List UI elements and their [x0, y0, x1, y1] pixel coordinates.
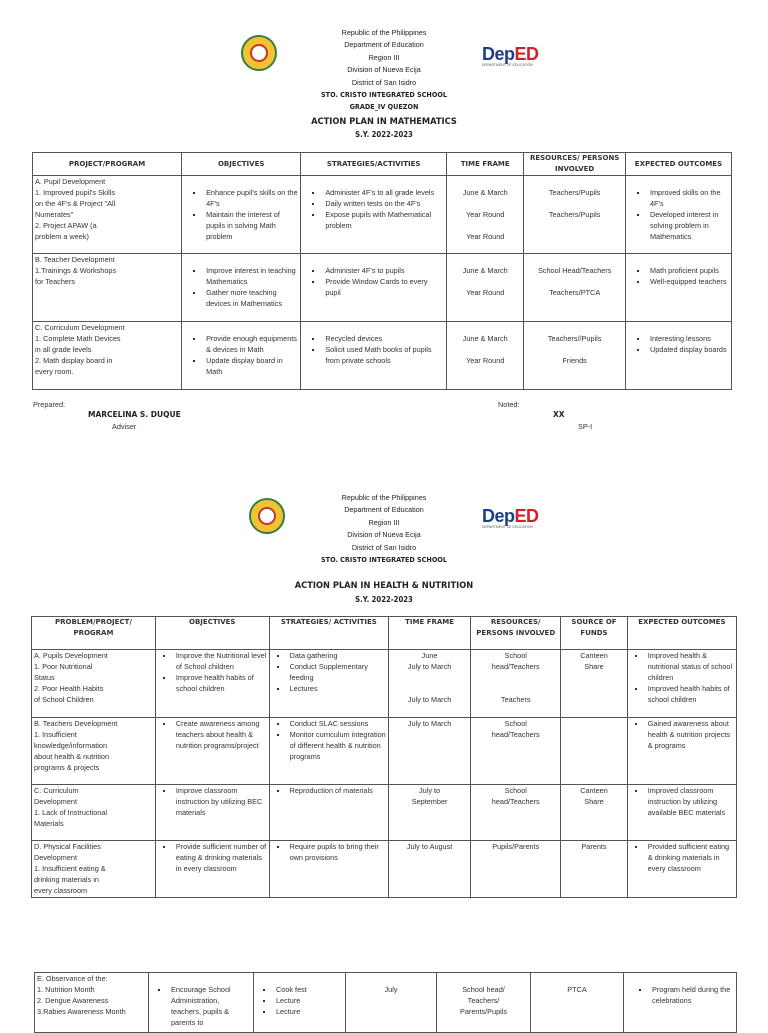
col-header: OBJECTIVES	[155, 617, 269, 650]
country-text: Republic of the Philippines	[341, 28, 427, 37]
col-header: SOURCE OF FUNDS	[561, 617, 627, 650]
prepared-name: MARCELINA S. DUQUE	[88, 410, 181, 419]
col-header: EXPECTED OUTCOMES	[627, 617, 736, 650]
program-cell: B. Teacher Development 1.Trainings & Workshops for Teachers	[33, 254, 182, 322]
col-header: STRATEGIES/ACTIVITIES	[301, 153, 447, 176]
objectives-cell	[182, 176, 301, 254]
list-item: ▪ Improve classroom instruction by utilizing BEC materials	[174, 785, 267, 818]
resources-cell: School Head/Teachers Teachers/PTCA	[524, 254, 626, 322]
objectives-cell	[155, 841, 269, 898]
division-text: Division of Nueva Ecija	[347, 65, 421, 75]
funds-cell: Parents	[561, 841, 627, 898]
list-item: ▪ Provide Window Cards to every pupil	[323, 276, 444, 298]
col-header: TIME FRAME	[388, 617, 470, 650]
math-plan-sy: S.Y. 2022-2023	[355, 130, 413, 139]
col-header: RESOURCES/ PERSONS INVOLVED	[524, 153, 626, 176]
outcomes-cell	[625, 254, 731, 322]
list-item: ▪ Maintain the interest of pupils in solving Math problem	[204, 209, 298, 242]
strategies-cell	[301, 322, 447, 390]
math-action-plan-table	[32, 152, 732, 390]
resources-cell: Teachers/Pupils Teachers/Pupils	[524, 176, 626, 254]
program-cell: E. Observance of the: 1. Nutrition Month 2. Dengue Awareness 3.Rabies Awareness Month	[35, 973, 149, 1033]
list-item: ▪ Improve health habits of school children	[174, 672, 267, 694]
program-cell: B. Teachers Development 1. Insufficient knowledge/information about health & nutrition programs & projects	[32, 718, 156, 785]
list-item: ▪ Interesting lessons	[648, 333, 729, 344]
noted-label: Noted:	[498, 400, 520, 409]
funds-cell: PTCA	[531, 973, 624, 1033]
strategies-cell	[269, 785, 388, 841]
district-text: District of San Isidro	[351, 542, 417, 552]
table-row	[32, 650, 737, 718]
list-item: ▪ Enhance pupil's skills on the 4F's	[204, 187, 298, 209]
outcomes-cell	[627, 718, 736, 785]
list-item: ▪ Improved health habits of school children	[646, 683, 734, 705]
health-action-plan-table	[31, 616, 737, 898]
list-item: ▪ Recycled devices	[323, 333, 444, 344]
list-item: ▪ Math proficient pupils	[648, 265, 729, 276]
resources-cell: School head/Teachers Teachers	[471, 650, 561, 718]
col-header: TIME FRAME	[447, 153, 524, 176]
health-plan-sy: S.Y. 2022-2023	[355, 595, 413, 604]
list-item: ▪ Data gathering	[288, 650, 386, 661]
math-plan-title: ACTION PLAN IN MATHEMATICS	[311, 117, 457, 127]
division-text: Division of Nueva Ecija	[347, 530, 421, 540]
table-header-row	[32, 617, 737, 650]
time-cell: July to August	[388, 841, 470, 898]
strategies-cell	[301, 254, 447, 322]
list-item: ▪ Provide sufficient number of eating & drinking materials in every classroom	[174, 841, 267, 874]
program-cell: C. Curriculum Development 1. Lack of Instructional Materials	[32, 785, 156, 841]
list-item: ▪ Encourage School Administration, teachers, pupils & parents to	[169, 984, 251, 1028]
time-cell: July to September	[388, 785, 470, 841]
deped-logo: DepED DEPARTMENT OF EDUCATION	[482, 506, 539, 529]
deped-logo: DepED DEPARTMENT OF EDUCATION	[482, 44, 539, 67]
list-item: ▪ Update display board in Math	[204, 355, 298, 377]
page2-header	[0, 492, 768, 566]
list-item: ▪ Solicit used Math books of pupils from private schools	[323, 344, 444, 366]
table-row	[33, 254, 732, 322]
noted-name: XX	[553, 410, 565, 419]
col-header: PROJECT/PROGRAM	[33, 153, 182, 176]
dept-text: Department of Education	[344, 505, 424, 515]
strategies-cell	[269, 650, 388, 718]
objectives-cell	[182, 322, 301, 390]
funds-cell	[561, 718, 627, 785]
col-header: PROBLEM/PROJECT/ PROGRAM	[32, 617, 156, 650]
list-item: ▪ Conduct SLAC sessions	[288, 718, 386, 729]
prepared-role: Adviser	[112, 422, 137, 431]
time-cell: June & March Year Round	[447, 254, 524, 322]
list-item: ▪ Gather more teaching devices in Mathematics	[204, 287, 298, 309]
resources-cell: School head/Teachers	[471, 718, 561, 785]
outcomes-cell	[627, 650, 736, 718]
list-item: ▪ Reproduction of materials	[288, 785, 386, 796]
list-item: ▪ Provide enough equipments & devices in Math	[204, 333, 298, 355]
resources-cell: Pupils/Parents	[471, 841, 561, 898]
outcomes-cell	[625, 322, 731, 390]
dept-text: Department of Education	[344, 40, 424, 50]
col-header: RESOURCES/ PERSONS INVOLVED	[471, 617, 561, 650]
table-row	[32, 785, 737, 841]
list-item: ▪ Daily written tests on the 4F's	[323, 198, 444, 209]
list-item: ▪ Improved skills on the 4F's	[648, 187, 729, 209]
program-cell: C. Curriculum Development 1. Complete Math Devices in all grade levels 2. Math display board in every room.	[33, 322, 182, 390]
time-cell: July to March	[388, 718, 470, 785]
list-item: ▪ Improve the Nutritional level of School children	[174, 650, 267, 672]
time-cell: June July to March July to March	[388, 650, 470, 718]
list-item: ▪ Improve interest in teaching Mathematics	[204, 265, 298, 287]
list-item: ▪ Conduct Supplementary feeding	[288, 661, 386, 683]
health-plan-title: ACTION PLAN IN HEALTH & NUTRITION	[294, 581, 474, 591]
list-item: ▪ Require pupils to bring their own provisions	[288, 841, 386, 863]
time-cell: June & March Year Round Year Round	[447, 176, 524, 254]
district-text: District of San Isidro	[351, 77, 417, 87]
outcomes-cell	[627, 785, 736, 841]
list-item: ▪ Gained awareness about health & nutrition projects & programs	[646, 718, 734, 751]
noted-role: SP-I	[578, 422, 593, 431]
table-row	[33, 176, 732, 254]
list-item: ▪ Expose pupils with Mathematical problem	[323, 209, 444, 231]
funds-cell: Canteen Share	[561, 785, 627, 841]
list-item: ▪ Improved classroom instruction by utilizing available BEC materials	[646, 785, 734, 818]
region-text: Region III	[368, 517, 400, 527]
list-item: ▪ Cook fest	[274, 984, 343, 995]
time-cell: June & March Year Round	[447, 322, 524, 390]
list-item: ▪ Well-equipped teachers	[648, 276, 729, 287]
page1-header	[0, 27, 768, 114]
resources-cell: Teachers//Pupils Friends	[524, 322, 626, 390]
school-name: STO. CRISTO INTEGRATED SCHOOL	[321, 90, 447, 100]
strategies-cell	[269, 718, 388, 785]
grade-section: GRADE_IV QUEZON	[349, 102, 419, 112]
prepared-label: Prepared:	[33, 400, 66, 409]
col-header: EXPECTED OUTCOMES	[625, 153, 731, 176]
list-item: ▪ Lectures	[288, 683, 386, 694]
resources-cell: School head/Teachers	[471, 785, 561, 841]
funds-cell: Canteen Share	[561, 650, 627, 718]
list-item: ▪ Developed interest in solving problem in Mathematics	[648, 209, 729, 242]
list-item: ▪ Improved health & nutritional status of school children	[646, 650, 734, 683]
objectives-cell	[182, 254, 301, 322]
list-item: ▪ Lecture	[274, 995, 343, 1006]
objectives-cell	[155, 650, 269, 718]
program-cell: D. Physical Facilities Development 1. Insufficient eating & drinking materials in every classroom	[32, 841, 156, 898]
list-item: ▪ Provided sufficient eating & drinking materials in every classroom	[646, 841, 734, 874]
table-row	[33, 322, 732, 390]
list-item: ▪ Program held during the celebrations	[650, 984, 734, 1006]
table-row	[32, 841, 737, 898]
table-header-row	[33, 153, 732, 176]
list-item: ▪ Administer 4F's to pupils	[323, 265, 444, 276]
outcomes-cell	[625, 176, 731, 254]
school-name: STO. CRISTO INTEGRATED SCHOOL	[321, 555, 447, 565]
table-row	[32, 718, 737, 785]
objectives-cell	[155, 785, 269, 841]
country-text: Republic of the Philippines	[341, 493, 427, 502]
objectives-cell	[155, 718, 269, 785]
program-cell: A. Pupil Development 1. Improved pupil's Skills on the 4F's & Project "All Numerates" 2. Project APAW (a problem a week)	[33, 176, 182, 254]
list-item: ▪ Create awareness among teachers about health & nutrition programs/project	[174, 718, 267, 751]
program-cell: A. Pupils Development 1. Poor Nutritional Status 2. Poor Health Habits of School Children	[32, 650, 156, 718]
list-item: ▪ Monitor curriculum integration of different health & nutrition programs	[288, 729, 386, 762]
outcomes-cell	[627, 841, 736, 898]
strategies-cell	[269, 841, 388, 898]
list-item: ▪ Lecture	[274, 1006, 343, 1017]
time-cell: July	[346, 973, 437, 1033]
strategies-cell	[301, 176, 447, 254]
col-header: STRATEGIES/ ACTIVITIES	[269, 617, 388, 650]
col-header: OBJECTIVES	[182, 153, 301, 176]
region-text: Region III	[368, 52, 400, 62]
resources-cell: School head/ Teachers/ Parents/Pupils	[437, 973, 531, 1033]
list-item: ▪ Updated display boards	[648, 344, 729, 355]
list-item: ▪ Administer 4F's to all grade levels	[323, 187, 444, 198]
